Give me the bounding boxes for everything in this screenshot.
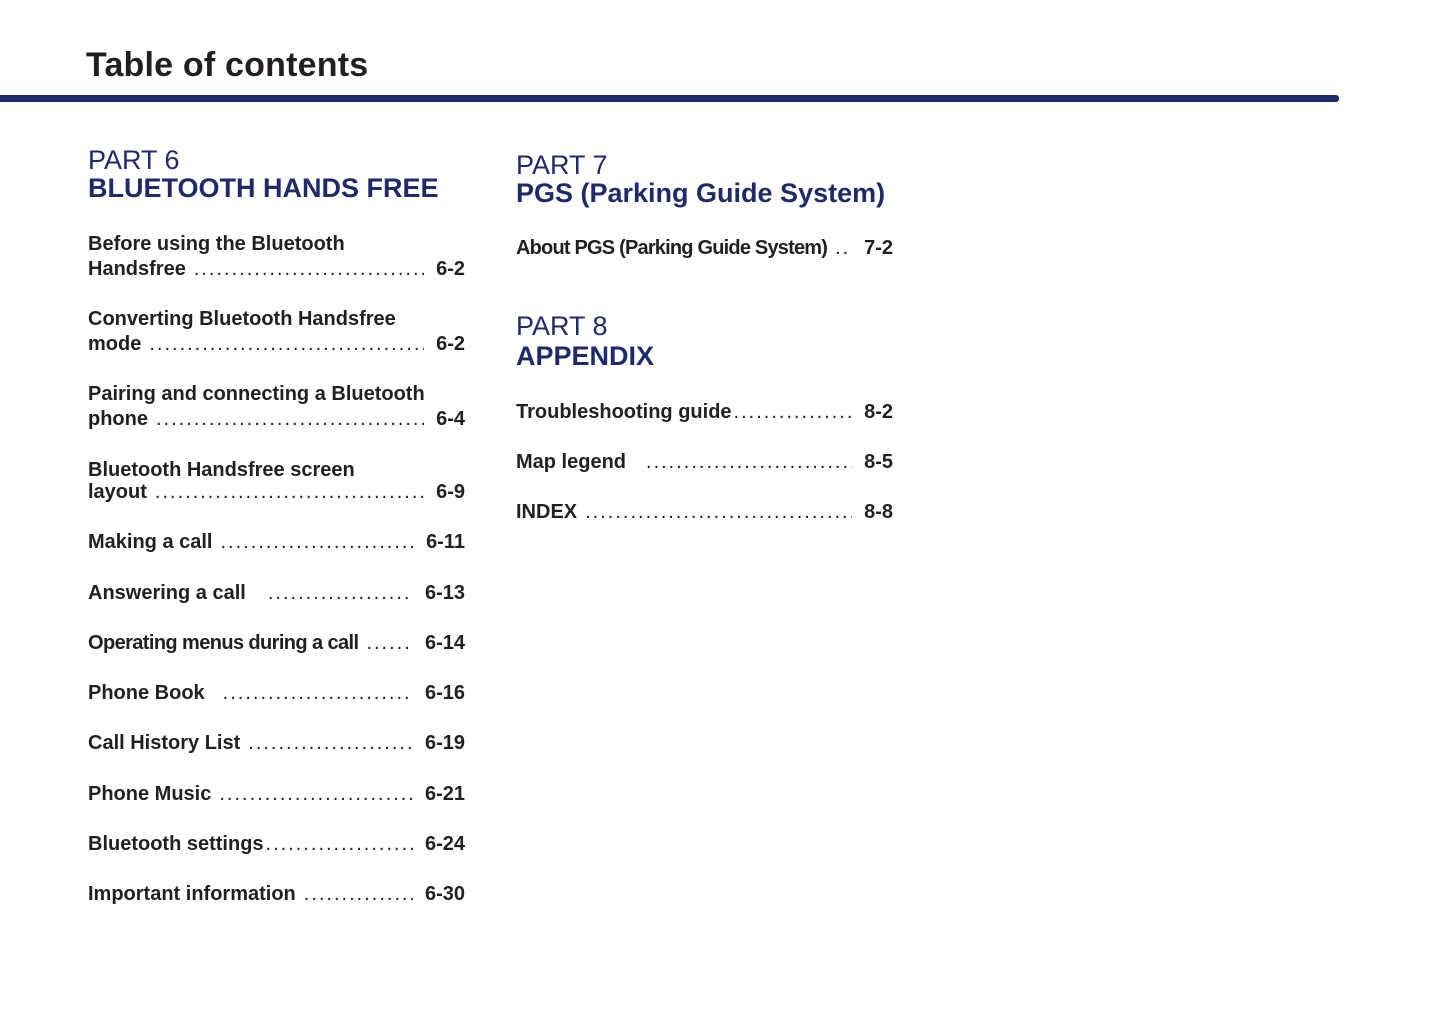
part-8-heading: APPENDIX — [516, 341, 655, 371]
dot-leader — [266, 832, 413, 857]
dot-leader — [734, 400, 853, 425]
toc-entry-title: phone — [88, 408, 148, 430]
dot-leader — [248, 731, 413, 756]
toc-entry-page: 6-30 — [424, 883, 465, 905]
dot-leader — [304, 882, 413, 907]
dot-leader — [194, 257, 424, 282]
toc-entry-pairing-connecting[interactable] — [88, 382, 465, 432]
toc-entry-title: About PGS (Parking Guide System) — [516, 237, 828, 259]
toc-entry-title-line: Pairing and connecting a Bluetooth — [88, 383, 425, 405]
toc-entry-page: 8-2 — [864, 401, 893, 423]
toc-entry-before-using-bluetooth[interactable] — [88, 232, 465, 282]
toc-entry-page: 6-13 — [424, 582, 465, 604]
toc-entry-page: 6-11 — [426, 531, 465, 553]
toc-entry-title: Phone Music — [88, 783, 212, 805]
title-rule — [0, 95, 1339, 102]
toc-entry-title-line: Bluetooth Handsfree screen — [88, 459, 355, 481]
toc-entry-page: 8-5 — [864, 451, 893, 473]
dot-leader — [835, 236, 852, 261]
toc-entry-page: 6-16 — [424, 682, 465, 704]
toc-entry-title: Operating menus during a call — [88, 632, 359, 654]
toc-entry-title-line: Converting Bluetooth Handsfree — [88, 308, 396, 330]
toc-entry-map-legend[interactable] — [516, 450, 893, 475]
toc-entry-important-information[interactable] — [88, 882, 465, 907]
toc-entry-title: Handsfree — [88, 258, 186, 280]
toc-entry-page: 6-2 — [436, 333, 465, 355]
toc-entry-troubleshooting[interactable] — [516, 400, 893, 425]
dot-leader — [646, 450, 852, 475]
dot-leader — [221, 530, 415, 555]
toc-entry-bluetooth-settings[interactable] — [88, 832, 465, 857]
toc-entry-title: mode — [88, 333, 142, 355]
page-title: Table of contents — [86, 46, 369, 84]
dot-leader — [156, 407, 424, 432]
dot-leader — [223, 681, 413, 706]
toc-entry-page: 8-8 — [864, 501, 893, 523]
dot-leader — [366, 631, 413, 656]
dot-leader — [268, 581, 413, 606]
toc-entry-operating-menus[interactable] — [88, 631, 465, 656]
toc-entry-title: Phone Book — [88, 682, 205, 704]
toc-entry-title: Bluetooth settings — [88, 833, 264, 855]
dot-leader — [149, 332, 424, 357]
toc-entry-page: 6-24 — [424, 833, 465, 855]
toc-entry-page: 6-9 — [436, 481, 465, 503]
part-8-label: PART 8 — [516, 311, 608, 341]
toc-entry-converting-mode[interactable] — [88, 307, 465, 357]
toc-entry-call-history[interactable] — [88, 731, 465, 756]
toc-entry-page: 6-4 — [436, 408, 465, 430]
toc-entry-index[interactable] — [516, 500, 893, 525]
part-7-heading: PGS (Parking Guide System) — [516, 178, 886, 208]
toc-entry-title: Important information — [88, 883, 296, 905]
dot-leader — [155, 480, 424, 505]
toc-entry-page: 6-21 — [424, 783, 465, 805]
dot-leader — [585, 500, 852, 525]
toc-entry-title-line: Before using the Bluetooth — [88, 233, 345, 255]
toc-entry-answering-call[interactable] — [88, 581, 465, 606]
toc-entry-title: INDEX — [516, 501, 578, 523]
toc-entry-title: Answering a call — [88, 582, 246, 604]
toc-entry-page: 7-2 — [864, 237, 893, 259]
toc-entry-phone-music[interactable] — [88, 782, 465, 807]
toc-entry-title: Troubleshooting guide — [516, 401, 732, 423]
part-6-label: PART 6 — [88, 145, 180, 175]
part-7-label: PART 7 — [516, 150, 608, 180]
toc-entry-screen-layout[interactable] — [88, 458, 465, 505]
part-6-heading: BLUETOOTH HANDS FREE — [88, 173, 439, 203]
toc-entry-page: 6-19 — [424, 732, 465, 754]
dot-leader — [219, 782, 413, 807]
toc-entry-title: Map legend — [516, 451, 627, 473]
toc-entry-title: Call History List — [88, 732, 241, 754]
toc-entry-phone-book[interactable] — [88, 681, 465, 706]
toc-entry-page: 6-2 — [436, 258, 465, 280]
toc-entry-about-pgs[interactable] — [516, 236, 893, 261]
toc-entry-title: layout — [88, 481, 147, 503]
toc-entry-title: Making a call — [88, 531, 213, 553]
toc-entry-page: 6-14 — [424, 632, 465, 654]
toc-entry-making-call[interactable] — [88, 530, 465, 555]
